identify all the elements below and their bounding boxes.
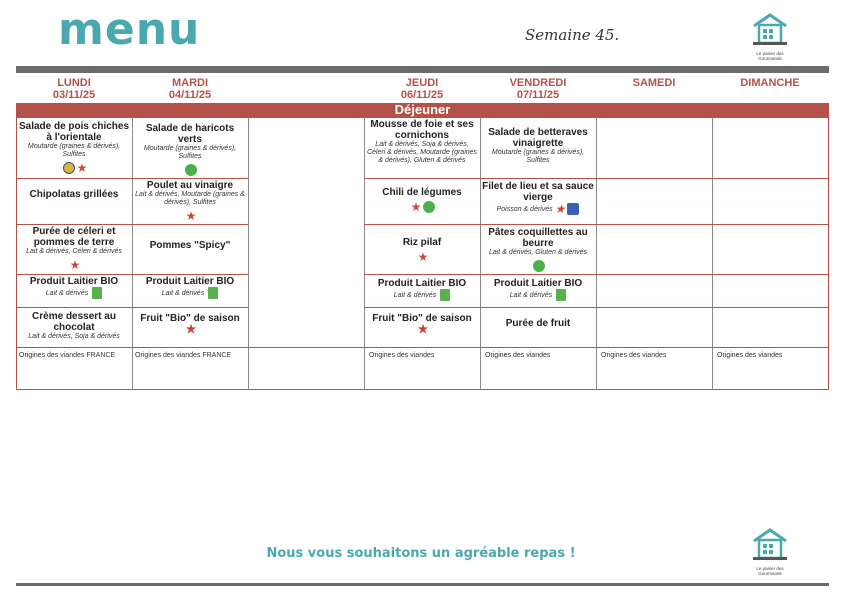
house-logo-icon	[748, 12, 792, 46]
menu-item: Salade de pois chiches à l'orientale Moutarde (graines & dérivés), Sulfites ★	[18, 121, 130, 175]
homemade-star-icon: ★	[410, 199, 422, 214]
bio-label-icon	[208, 287, 218, 299]
origin-samedi: Origines des viandes	[601, 352, 667, 359]
logo-caption-1: Le panier des	[756, 566, 784, 571]
menu-item: Produit Laitier BIO Lait & dérivés	[366, 278, 478, 306]
origin-mardi: Origines des viandes FRANCE	[135, 352, 232, 359]
homemade-star-icon: ★	[417, 322, 429, 336]
menu-item: Salade de haricots verts Moutarde (graines & dérivés), Sulfites	[134, 123, 246, 177]
menu-item: Produit Laitier BIO Lait & dérivés	[134, 276, 246, 306]
menu-item: Salade de betteraves vinaigrette Moutarde (graines & dérivés), Sulfites	[488, 127, 588, 164]
menu-item: Purée de céleri et pommes de terre Lait & dérivés, Céleri & dérivés ★	[26, 226, 122, 272]
menu-item: Poulet au vinaigre Lait & dérivés, Moutarde (graines & dérivés), Sulfites ★	[135, 180, 245, 223]
homemade-star-icon: ★	[185, 322, 197, 336]
menu-item: Fruit "Bio" de saison★	[372, 313, 472, 336]
menu-item: Mousse de foie et ses cornichons Lait & dérivés, Soja & dérivés, Céleri & dérivés, Moutarde (graines & dérivés), Gluten & dérivés	[366, 119, 478, 164]
homemade-star-icon: ★	[69, 257, 81, 272]
bottom-divider	[16, 583, 829, 586]
day-header-mardi: MARDI 04/11/25	[168, 77, 212, 101]
bio-label-icon	[440, 289, 450, 301]
bio-label-icon	[92, 287, 102, 299]
homemade-star-icon: ★	[554, 202, 566, 216]
day-header-samedi: SAMEDI	[632, 77, 676, 89]
label-rouge-icon	[63, 162, 75, 174]
origin-vendredi: Origines des viandes	[485, 352, 551, 359]
day-header-jeudi: JEUDI 06/11/25	[400, 77, 444, 101]
menu-item: Produit Laitier BIO Lait & dérivés	[18, 276, 130, 306]
origin-jeudi: Origines des viandes	[369, 352, 435, 359]
meal-band: Déjeuner	[16, 103, 829, 117]
menu-item: Chipolatas grillées	[29, 189, 119, 200]
origin-lundi: Origines des viandes FRANCE	[19, 352, 116, 359]
vegetarian-leaf-icon	[423, 201, 435, 213]
menu-item: Produit Laitier BIO Lait & dérivés	[482, 278, 594, 306]
menu-item: Purée de fruit	[505, 318, 571, 329]
logo-top	[748, 12, 792, 62]
logo-caption-1: Le panier des	[756, 51, 784, 56]
homemade-star-icon: ★	[76, 160, 88, 175]
bio-label-icon	[556, 289, 566, 301]
house-logo-icon	[748, 527, 792, 561]
menu-item: Fruit "Bio" de saison★	[140, 313, 240, 336]
logo-bottom	[748, 527, 792, 577]
menu-item: Chili de légumes ★	[382, 187, 462, 214]
menu-item: Riz pilaf ★	[402, 237, 442, 264]
menu-item: Crème dessert au chocolat Lait & dérivés, Soja & dérivés	[28, 311, 120, 340]
msc-fish-icon	[567, 203, 579, 215]
vegetarian-leaf-icon	[533, 260, 545, 272]
menu-item: Filet de lieu et sa sauce vierge Poisson & dérivés ★	[482, 181, 594, 216]
footer-message: Nous vous souhaitons un agréable repas !	[266, 546, 576, 561]
menu-title: menu	[58, 4, 201, 55]
menu-item: Pommes "Spicy"	[149, 240, 231, 251]
logo-caption-2: Gourmands	[758, 571, 782, 576]
week-label: Semaine 45.	[525, 26, 620, 44]
day-header-dimanche: DIMANCHE	[740, 77, 800, 89]
day-header-lundi: LUNDI 03/11/25	[52, 77, 96, 101]
origin-dimanche: Origines des viandes	[717, 352, 783, 359]
day-header-vendredi: VENDREDI 07/11/25	[509, 77, 567, 101]
homemade-star-icon: ★	[417, 249, 429, 264]
vegetarian-leaf-icon	[185, 164, 197, 176]
logo-caption-2: Gourmands	[758, 56, 782, 61]
menu-item: Pâtes coquillettes au beurre Lait & dérivés, Gluten & dérivés	[482, 227, 594, 273]
top-divider	[16, 66, 829, 73]
homemade-star-icon: ★	[185, 208, 197, 223]
